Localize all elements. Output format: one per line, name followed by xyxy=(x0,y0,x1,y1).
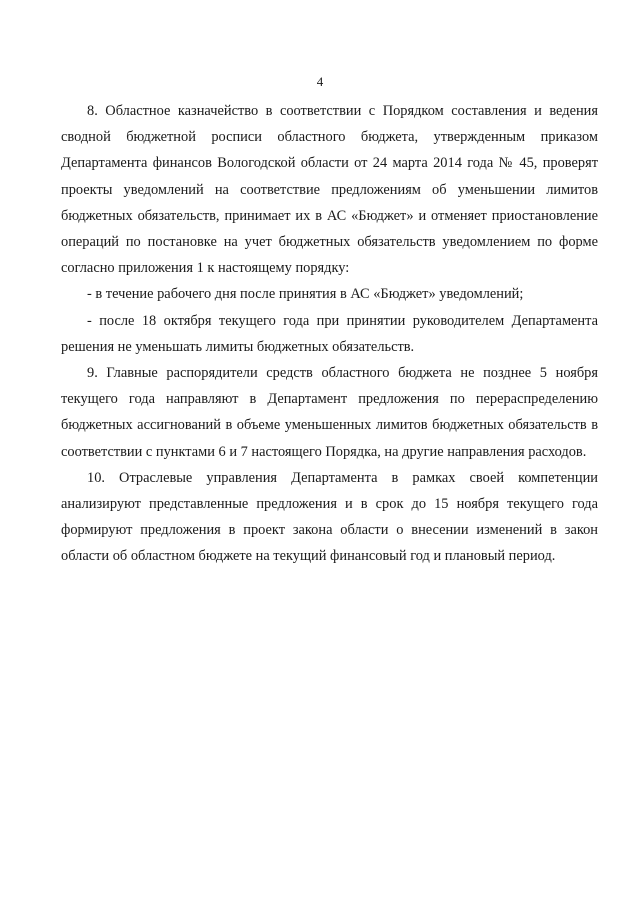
document-body xyxy=(61,98,598,570)
paragraph-8-item-2: - после 18 октября текущего года при принятии руководителем Департамента решения не уменьшать лимиты бюджетных обязательств. xyxy=(61,312,598,355)
paragraph-10: 10. Отраслевые управления Департамента в рамках своей компетенции анализируют представленные предложения и в срок до 15 ноября текущего года формируют предложения в проект закона области о внесении изменений в закон области об областном бюджете на текущий финансовый год и плановый период. xyxy=(61,469,598,565)
paragraph-8: 8. Областное казначейство в соответствии с Порядком составления и ведения сводной бюджетной росписи областного бюджета, утвержденным приказом Департамента финансов Вологодской области от 24 марта 2014 года № 45, проверят проекты уведомлений на соответствие предложениям об уменьшении лимитов бюджетных обязательств, принимает их в АС «Бюджет» и отменяет приостановление операций по постановке на учет бюджетных обязательств уведомлением по форме согласно приложения 1 к настоящему порядку: xyxy=(61,103,598,277)
page-number: 4 xyxy=(316,74,324,89)
paragraph-9: 9. Главные распорядители средств областного бюджета не позднее 5 ноября текущего года направляют в Департамент предложения по перераспределению бюджетных ассигнований в объеме уменьшенных лимитов бюджетных обязательств в соответствии с пунктами 6 и 7 настоящего Порядка, на другие направления расходов. xyxy=(61,365,598,460)
paragraph-8-item-1: - в течение рабочего дня после принятия в АС «Бюджет» уведомлений; xyxy=(87,286,524,303)
